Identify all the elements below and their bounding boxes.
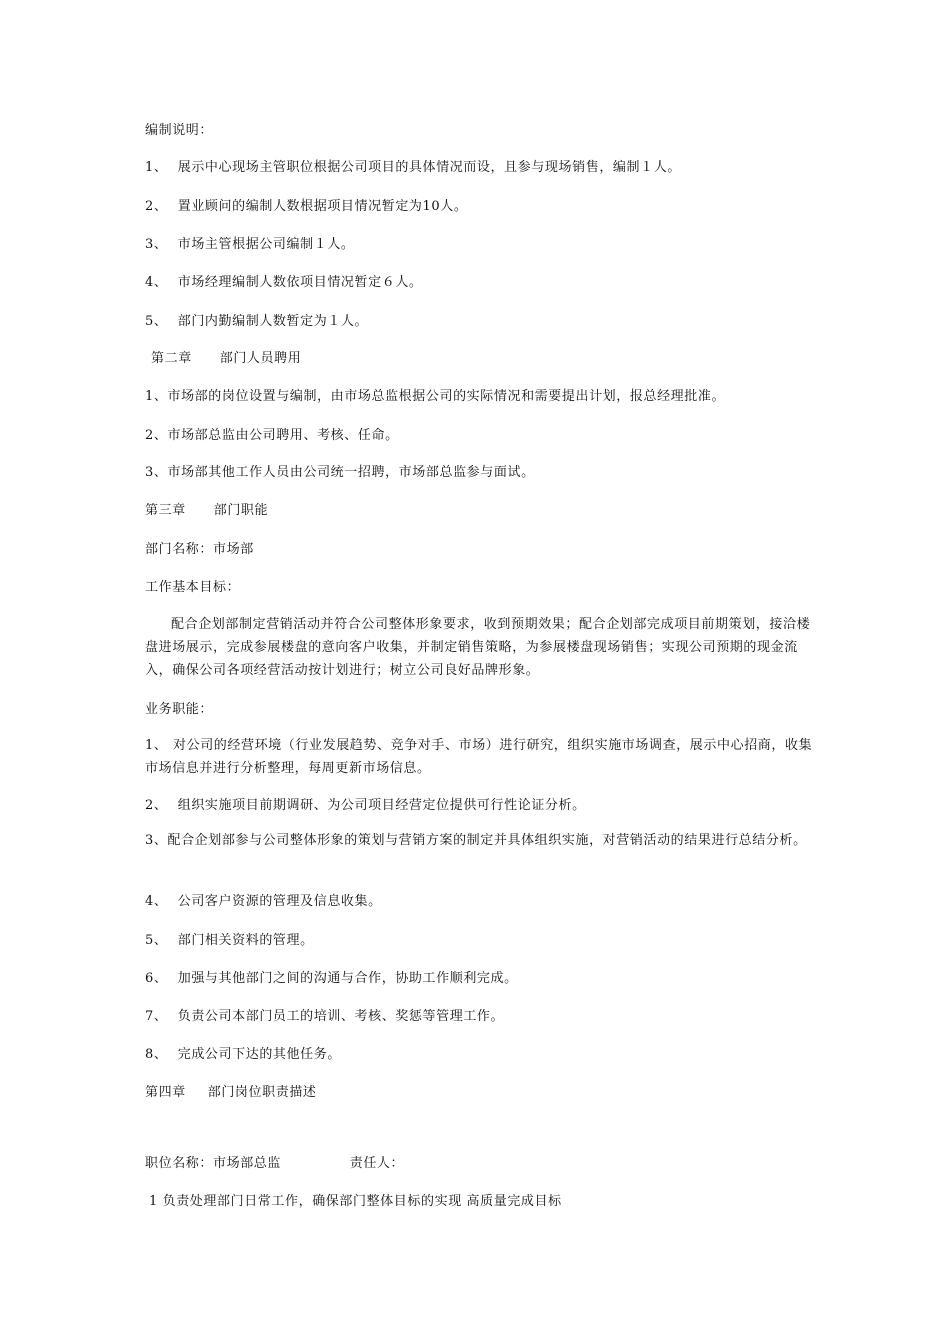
function-text: 完成公司下达的其他任务。 xyxy=(177,1047,341,1062)
function-item xyxy=(145,1007,504,1026)
list-item: 1、市场部的岗位设置与编制，由市场总监根据公司的实际情况和需要提出计划，报总经理批准。 xyxy=(145,389,726,404)
note-number: 5、 xyxy=(145,314,168,329)
chapter-title: 部门人员聘用 xyxy=(219,351,302,366)
position-header xyxy=(145,1154,404,1173)
function-text: 加强与其他部门之间的沟通与合作，协助工作顺利完成。 xyxy=(177,971,518,986)
goal-paragraph: 配合企划部制定营销活动并符合公司整体形象要求，收到预期效果；配合企划部完成项目前期策划，接洽楼盘进场展示，完成参展楼盘的意向客户收集，并制定销售策略，为参展楼盘现场销售；实现公司预期的现金流入，确保公司各项经营活动按计划进行；树立公司良好品牌形象。 xyxy=(145,617,811,678)
note-text: 市场主管根据公司编制１人。 xyxy=(177,237,355,252)
function-text: 对公司的经营环境（行业发展趋势、竞争对手、市场）进行研究，组织实施市场调查，展示中心招商，收集市场信息并进行分析整理，每周更新市场信息。 xyxy=(145,738,813,776)
duty-item: 1 负责处理部门日常工作，确保部门整体目标的实现 高质量完成目标 xyxy=(149,1194,562,1209)
position-name: 职位名称：市场部总监 xyxy=(145,1156,282,1171)
function-number: 5、 xyxy=(145,933,168,948)
list-item: 3、市场部其他工作人员由公司统一招聘，市场部总监参与面试。 xyxy=(145,465,535,480)
function-item xyxy=(145,931,314,950)
function-number: 1、 xyxy=(145,738,168,753)
note-text: 市场经理编制人数依项目情况暂定６人。 xyxy=(177,275,423,290)
note-text: 部门内勤编制人数暂定为１人。 xyxy=(177,314,369,329)
list-item: 2、市场部总监由公司聘用、考核、任命。 xyxy=(145,428,399,443)
function-number: 4、 xyxy=(145,894,168,909)
chapter-number: 第四章 xyxy=(145,1085,186,1100)
note-number: 4、 xyxy=(145,275,168,290)
function-text: 组织实施项目前期调研、为公司项目经营定位提供可行性论证分析。 xyxy=(177,798,586,813)
note-item xyxy=(145,235,355,254)
chapter-heading xyxy=(145,1083,317,1102)
note-item xyxy=(145,273,423,292)
note-number: 2、 xyxy=(145,199,168,214)
chapter-heading xyxy=(151,349,301,368)
function-number: 7、 xyxy=(145,1009,168,1024)
function-text: 公司客户资源的管理及信息收集。 xyxy=(177,894,382,909)
function-text: 负责公司本部门员工的培训、考核、奖惩等管理工作。 xyxy=(177,1009,505,1024)
goal-title: 工作基本目标： xyxy=(145,580,241,595)
function-item xyxy=(145,969,518,988)
note-item xyxy=(145,197,467,216)
function-item: 3、配合企划部参与公司整体形象的策划与营销方案的制定并具体组织实施，对营销活动的结果进行总结分析。 xyxy=(145,833,807,848)
department-name: 部门名称：市场部 xyxy=(145,542,254,557)
function-item xyxy=(145,796,586,815)
note-text: 置业顾问的编制人数根据项目情况暂定为10人。 xyxy=(177,199,468,214)
chapter-title: 部门职能 xyxy=(213,503,269,518)
note-item xyxy=(145,158,681,177)
function-number: 8、 xyxy=(145,1047,168,1062)
function-item xyxy=(145,734,815,780)
note-number: 1、 xyxy=(145,160,168,175)
note-item xyxy=(145,312,368,331)
functions-title: 业务职能： xyxy=(145,702,214,717)
chapter-heading xyxy=(145,501,268,520)
responsible-person: 责任人： xyxy=(349,1156,405,1171)
function-text: 部门相关资料的管理。 xyxy=(177,933,314,948)
function-item xyxy=(145,1045,341,1064)
note-number: 3、 xyxy=(145,237,168,252)
chapter-number: 第三章 xyxy=(145,503,186,518)
notes-title: 编制说明： xyxy=(145,123,214,138)
function-number: 2、 xyxy=(145,798,168,813)
function-number: 6、 xyxy=(145,971,168,986)
note-text: 展示中心现场主管职位根据公司项目的具体情况而设，且参与现场销售，编制１人。 xyxy=(177,160,681,175)
chapter-title: 部门岗位职责描述 xyxy=(207,1085,317,1100)
function-item xyxy=(145,892,382,911)
chapter-number: 第二章 xyxy=(151,351,192,366)
